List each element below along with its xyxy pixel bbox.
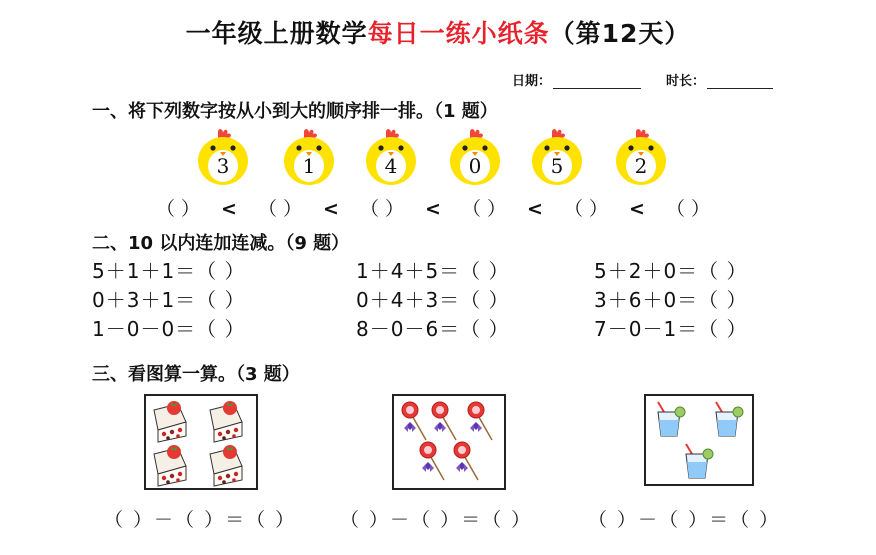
answer-row[interactable]: （ ）－（ ）＝（ ） xyxy=(104,509,297,531)
chick-icon xyxy=(530,128,584,188)
order-answer-row xyxy=(146,194,720,221)
drink-icon xyxy=(716,402,743,436)
date-label: 日期： xyxy=(512,74,552,89)
chick-number: 2 xyxy=(634,154,648,178)
cake-icon xyxy=(154,445,186,486)
lollipop-icon xyxy=(468,402,492,440)
drink-icon xyxy=(686,444,713,478)
order-blank[interactable]: （ ） xyxy=(665,198,711,220)
less-than: < xyxy=(323,198,339,220)
chick-number: 0 xyxy=(468,154,482,178)
chick-icon xyxy=(196,128,250,188)
page-title xyxy=(0,14,876,50)
lollipop-picture xyxy=(392,394,506,490)
section1-heading: 一、将下列数字按从小到大的顺序排一排。（1 题） xyxy=(92,101,498,122)
order-blank[interactable]: （ ） xyxy=(257,198,303,220)
cake-icon xyxy=(210,445,242,486)
chick-icon xyxy=(448,128,502,188)
order-blank[interactable]: （ ） xyxy=(359,198,405,220)
answer-row[interactable]: （ ）－（ ）＝（ ） xyxy=(588,509,781,531)
chick-icon xyxy=(614,128,668,188)
equation[interactable]: 3＋6＋0＝（ ） xyxy=(594,288,748,312)
chick-number: 4 xyxy=(384,154,398,178)
chick-number: 1 xyxy=(302,154,316,178)
less-than: < xyxy=(221,198,237,220)
chick-icon xyxy=(282,128,336,188)
chick-icon xyxy=(364,128,418,188)
time-label: 时长： xyxy=(666,74,706,89)
equation[interactable]: 8－0－6＝（ ） xyxy=(356,317,510,341)
drink-picture xyxy=(644,394,754,486)
equation[interactable]: 1＋4＋5＝（ ） xyxy=(356,259,510,283)
title-black: 一年级上册数学 xyxy=(185,19,368,48)
date-field xyxy=(512,70,641,89)
chick-number: 3 xyxy=(216,154,230,178)
less-than: < xyxy=(425,198,441,220)
title-red: 每日一练小纸条 xyxy=(367,19,550,48)
drink-icon xyxy=(658,402,685,436)
section3-heading: 三、看图算一算。（3 题） xyxy=(92,364,300,385)
chick-number: 5 xyxy=(550,154,564,178)
lollipop-icon xyxy=(420,442,444,480)
drink-icons xyxy=(646,396,752,484)
lollipop-icon xyxy=(402,402,426,440)
equation[interactable]: 7－0－1＝（ ） xyxy=(594,317,748,341)
equation[interactable]: 5＋1＋1＝（ ） xyxy=(92,259,246,283)
equation[interactable]: 0＋4＋3＝（ ） xyxy=(356,288,510,312)
cake-icon xyxy=(210,401,242,442)
cake-picture xyxy=(144,394,258,490)
cake-icon xyxy=(154,401,186,442)
date-line[interactable] xyxy=(553,76,641,89)
title-suffix: （第12天） xyxy=(549,19,691,48)
time-field xyxy=(666,70,773,89)
time-line[interactable] xyxy=(707,76,773,89)
equation[interactable]: 1－0－0＝（ ） xyxy=(92,317,246,341)
less-than: < xyxy=(527,198,543,220)
order-blank[interactable]: （ ） xyxy=(461,198,507,220)
order-blank[interactable]: （ ） xyxy=(155,198,201,220)
equation[interactable]: 0＋3＋1＝（ ） xyxy=(92,288,246,312)
answer-row[interactable]: （ ）－（ ）＝（ ） xyxy=(340,509,533,531)
order-blank[interactable]: （ ） xyxy=(563,198,609,220)
less-than: < xyxy=(629,198,645,220)
lollipop-icon xyxy=(454,442,478,480)
lollipop-icons xyxy=(394,396,504,488)
cake-icons xyxy=(146,396,256,488)
section2-heading: 二、10 以内连加连减。（9 题） xyxy=(92,233,350,254)
equation[interactable]: 5＋2＋0＝（ ） xyxy=(594,259,748,283)
lollipop-icon xyxy=(432,402,456,440)
